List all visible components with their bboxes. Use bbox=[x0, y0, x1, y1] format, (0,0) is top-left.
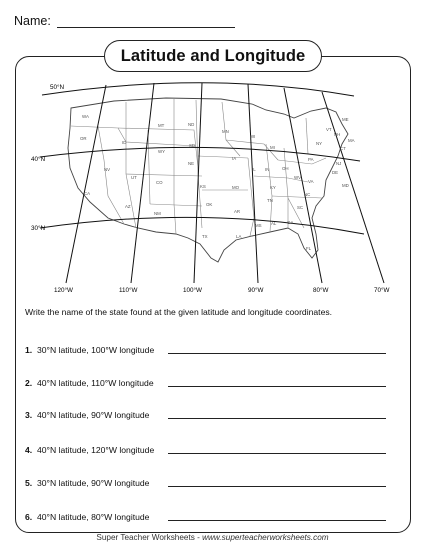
question-text: 40°N latitude, 120°W longitude bbox=[37, 445, 155, 455]
state-label: UT bbox=[131, 175, 137, 180]
state-label: MA bbox=[348, 138, 355, 143]
state-label: WY bbox=[158, 149, 166, 154]
question-number: 6. bbox=[25, 512, 33, 522]
state-label: SC bbox=[297, 205, 304, 210]
longitude-line-110 bbox=[131, 83, 154, 283]
longitude-label-70: 70°W bbox=[374, 287, 390, 294]
state-label: NJ bbox=[336, 161, 342, 166]
name-field[interactable] bbox=[57, 15, 235, 28]
state-label: ND bbox=[188, 122, 195, 127]
question-1 bbox=[25, 345, 154, 355]
instructions: Write the name of the state found at the given latitude and longitude coordinates. bbox=[25, 307, 333, 317]
name-label: Name: bbox=[14, 14, 51, 28]
state-label: NC bbox=[304, 192, 311, 197]
answer-line[interactable] bbox=[168, 418, 386, 419]
state-label: VA bbox=[308, 179, 314, 184]
state-label: FL bbox=[306, 246, 312, 251]
longitude-line-100 bbox=[194, 83, 202, 283]
state-label: SD bbox=[189, 143, 196, 148]
latitude-label-40: 40°N bbox=[31, 156, 46, 163]
question-text: 40°N latitude, 90°W longitude bbox=[37, 410, 150, 420]
state-label: NE bbox=[188, 161, 195, 166]
state-label: LA bbox=[236, 234, 242, 239]
state-label: NM bbox=[154, 211, 161, 216]
longitude-label-80: 80°W bbox=[313, 287, 329, 294]
state-label: AR bbox=[234, 209, 241, 214]
state-label: WI bbox=[250, 134, 256, 139]
answer-line[interactable] bbox=[168, 386, 386, 387]
footer bbox=[0, 533, 425, 542]
question-number: 4. bbox=[25, 445, 33, 455]
longitude-label-120: 120°W bbox=[54, 287, 73, 294]
longitude-label-110: 110°W bbox=[119, 287, 138, 294]
state-label: MS bbox=[255, 223, 262, 228]
state-label: WA bbox=[82, 114, 89, 119]
state-label: KS bbox=[200, 184, 206, 189]
state-label: PA bbox=[308, 157, 314, 162]
question-number: 1. bbox=[25, 345, 33, 355]
state-label: VT bbox=[326, 127, 332, 132]
question-5 bbox=[25, 478, 149, 488]
state-label: IL bbox=[252, 167, 256, 172]
us-map bbox=[26, 78, 401, 300]
longitude-label-100: 100°W bbox=[183, 287, 202, 294]
question-number: 2. bbox=[25, 378, 33, 388]
question-2 bbox=[25, 378, 154, 388]
footer-text: Super Teacher Worksheets - bbox=[96, 533, 203, 542]
question-6 bbox=[25, 512, 149, 522]
state-label: OK bbox=[206, 202, 213, 207]
question-text: 30°N latitude, 100°W longitude bbox=[37, 345, 155, 355]
question-number: 5. bbox=[25, 478, 33, 488]
state-label: IA bbox=[232, 156, 237, 161]
state-label: CO bbox=[156, 180, 163, 185]
question-4 bbox=[25, 445, 154, 455]
question-3 bbox=[25, 410, 149, 420]
state-label: NH bbox=[334, 132, 341, 137]
state-label: OH bbox=[282, 166, 289, 171]
state-label: KY bbox=[270, 185, 276, 190]
state-label: MN bbox=[222, 129, 229, 134]
state-label: MT bbox=[158, 123, 165, 128]
state-label: CT bbox=[340, 146, 346, 151]
question-text: 40°N latitude, 80°W longitude bbox=[37, 512, 150, 522]
longitude-line-70 bbox=[322, 92, 384, 283]
worksheet-title: Latitude and Longitude bbox=[104, 40, 322, 72]
state-label: NV bbox=[104, 167, 111, 172]
answer-line[interactable] bbox=[168, 453, 386, 454]
question-text: 30°N latitude, 90°W longitude bbox=[37, 478, 150, 488]
answer-line[interactable] bbox=[168, 486, 386, 487]
footer-link[interactable]: www.superteacherworksheets.com bbox=[202, 533, 329, 542]
state-label: OR bbox=[80, 136, 87, 141]
state-label: MD bbox=[342, 183, 349, 188]
state-label: DE bbox=[332, 170, 339, 175]
state-label: MO bbox=[232, 185, 240, 190]
latitude-label-50: 50°N bbox=[50, 84, 65, 91]
state-label: ME bbox=[342, 117, 349, 122]
latitude-line-50 bbox=[42, 83, 354, 96]
name-row bbox=[14, 14, 235, 28]
latitude-label-30: 30°N bbox=[31, 225, 46, 232]
state-label: AL bbox=[271, 221, 277, 226]
state-label: AZ bbox=[125, 204, 131, 209]
longitude-line-90 bbox=[248, 84, 258, 283]
state-label: NY bbox=[316, 141, 323, 146]
state-label: GA bbox=[287, 220, 294, 225]
state-label: ID bbox=[122, 140, 127, 145]
state-label: TX bbox=[202, 234, 208, 239]
state-label: IN bbox=[265, 167, 270, 172]
answer-line[interactable] bbox=[168, 520, 386, 521]
state-label: CA bbox=[84, 191, 91, 196]
question-text: 40°N latitude, 110°W longitude bbox=[37, 378, 154, 388]
state-label: TN bbox=[267, 198, 273, 203]
state-label: WV bbox=[294, 175, 302, 180]
longitude-line-80 bbox=[284, 88, 322, 283]
longitude-label-90: 90°W bbox=[248, 287, 264, 294]
state-label: MI bbox=[270, 145, 275, 150]
question-number: 3. bbox=[25, 410, 33, 420]
answer-line[interactable] bbox=[168, 353, 386, 354]
